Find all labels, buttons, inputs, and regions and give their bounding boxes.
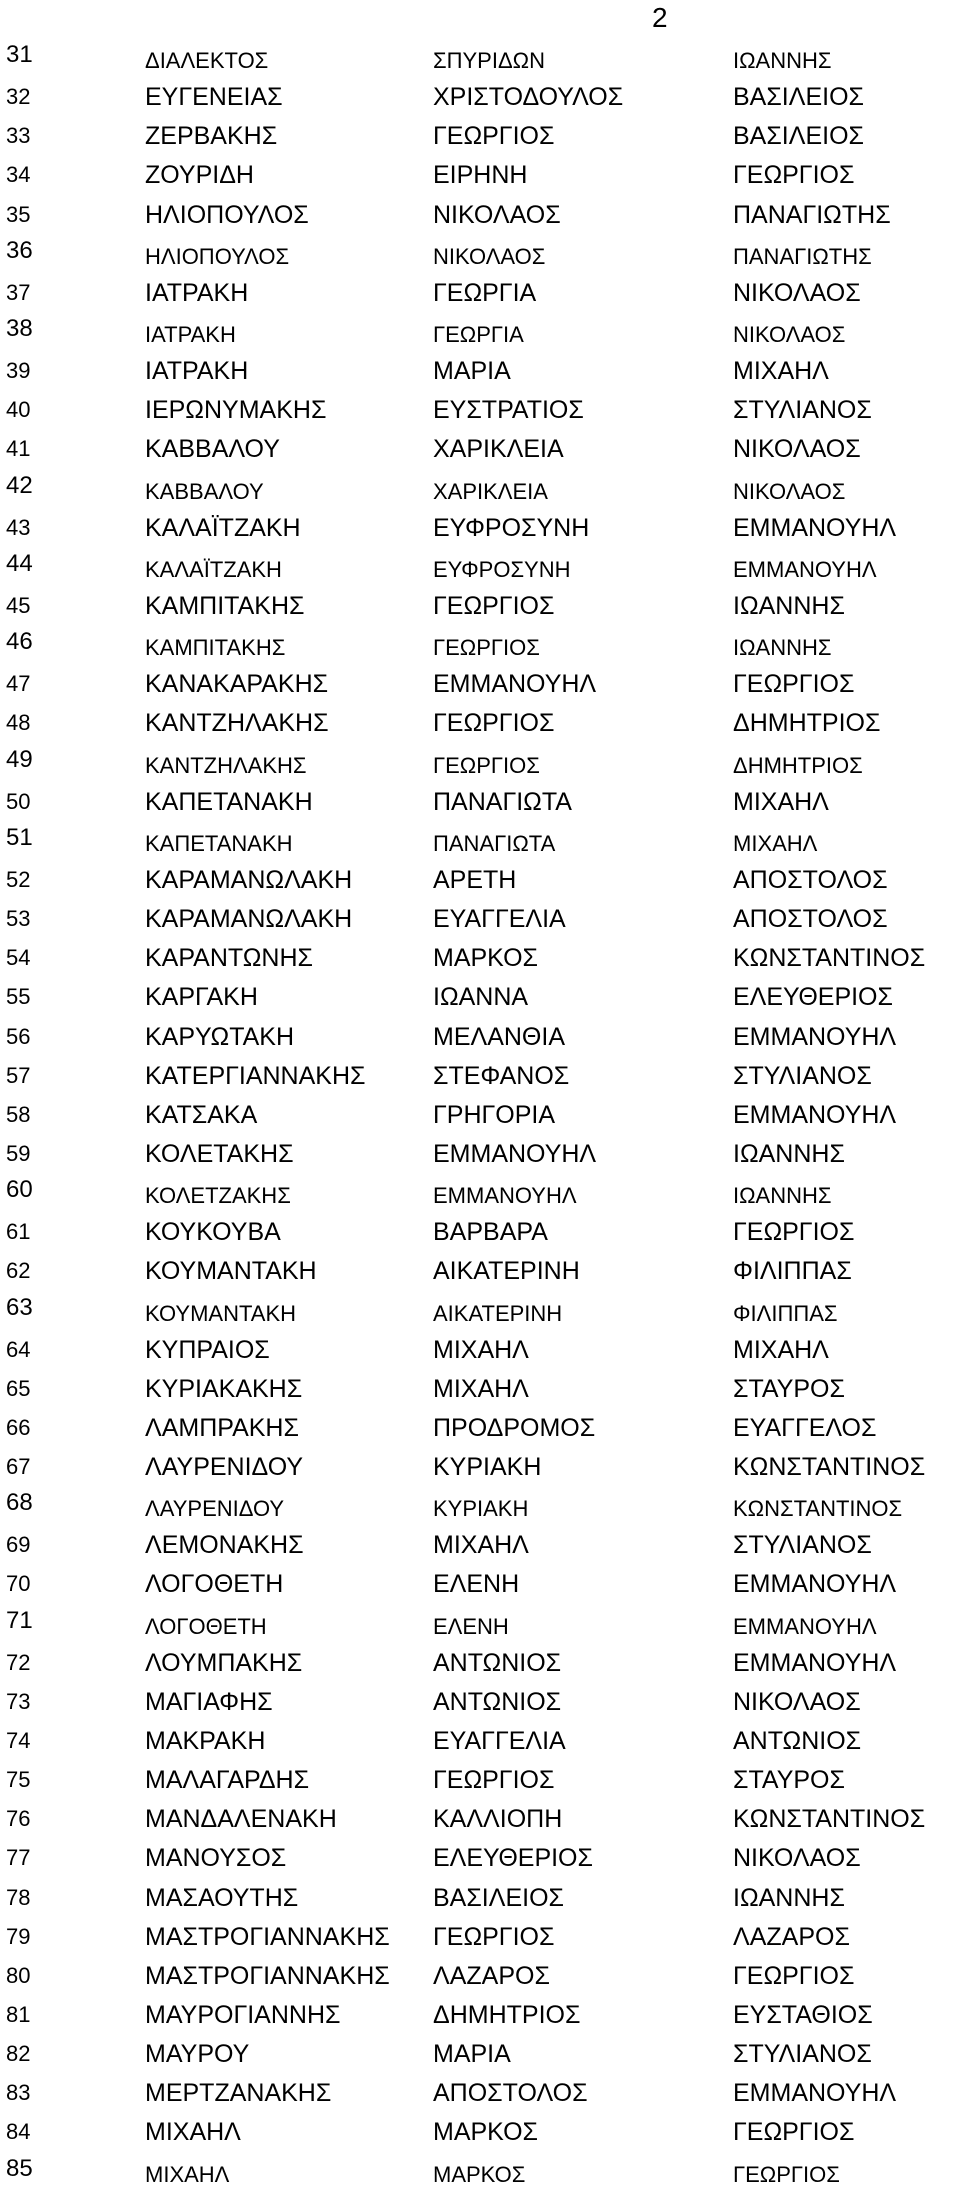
- surname-cell: ΚΑΡΑΜΑΝΩΛΑΚΗ: [145, 865, 353, 894]
- first-name-cell: ΓΕΩΡΓΙΑ: [433, 278, 537, 307]
- row-number: 65: [6, 1375, 31, 1401]
- surname-cell: ΚΑΡΓΑΚΗ: [145, 983, 258, 1012]
- surname-cell: ΛΟΥΜΠΑΚΗΣ: [145, 1648, 303, 1677]
- father-name-cell: ΝΙΚΟΛΑΟΣ: [733, 1844, 861, 1873]
- father-name-cell: ΑΝΤΩΝΙΟΣ: [733, 1727, 862, 1756]
- father-name-cell: ΝΙΚΟΛΑΟΣ: [733, 478, 846, 504]
- first-name-cell: ΕΜΜΑΝΟΥΗΛ: [433, 1183, 577, 1209]
- first-name-cell: ΓΕΩΡΓΙΟΣ: [433, 752, 540, 778]
- surname-cell: ΕΥΓΕΝΕΙΑΣ: [145, 83, 283, 112]
- father-name-cell: ΕΜΜΑΝΟΥΗΛ: [733, 513, 897, 542]
- list-item: [0, 821, 960, 860]
- list-item: [0, 977, 960, 1016]
- list-item: [0, 1604, 960, 1643]
- first-name-cell: ΓΕΩΡΓΙΟΣ: [433, 1766, 555, 1795]
- first-name-cell: ΕΥΦΡΟΣΥΝΗ: [433, 556, 571, 582]
- list-item: [0, 1095, 960, 1134]
- first-name-cell: ΠΑΝΑΓΙΩΤΑ: [433, 787, 572, 816]
- row-number: 47: [6, 671, 31, 697]
- list-item: [0, 1995, 960, 2034]
- father-name-cell: ΝΙΚΟΛΑΟΣ: [733, 321, 846, 347]
- list-item: [0, 390, 960, 429]
- row-number: 85: [6, 2154, 33, 2182]
- first-name-cell: ΕΛΕΝΗ: [433, 1570, 520, 1599]
- father-name-cell: ΚΩΝΣΤΑΝΤΙΝΟΣ: [733, 1805, 926, 1834]
- first-name-cell: ΚΥΡΙΑΚΗ: [433, 1453, 542, 1482]
- surname-cell: ΙΑΤΡΑΚΗ: [145, 278, 249, 307]
- surname-cell: ΛΑΜΠΡΑΚΗΣ: [145, 1413, 299, 1442]
- father-name-cell: ΝΙΚΟΛΑΟΣ: [733, 1687, 861, 1716]
- surname-cell: ΚΑΡΑΝΤΩΝΗΣ: [145, 944, 313, 973]
- father-name-cell: ΠΑΝΑΓΙΩΤΗΣ: [733, 200, 891, 229]
- row-number: 67: [6, 1454, 31, 1480]
- list-item: [0, 2034, 960, 2073]
- surname-cell: ΚΑΝΤΖΗΛΑΚΗΣ: [145, 709, 329, 738]
- row-number: 49: [6, 745, 33, 773]
- list-item: [0, 1291, 960, 1330]
- surname-cell: ΖΟΥΡΙΔΗ: [145, 161, 254, 190]
- row-number: 79: [6, 1923, 31, 1949]
- list-item: [0, 195, 960, 234]
- row-number: 54: [6, 945, 31, 971]
- row-number: 43: [6, 514, 31, 540]
- father-name-cell: ΣΤΥΛΙΑΝΟΣ: [733, 396, 872, 425]
- surname-cell: ΚΑΜΠΙΤΑΚΗΣ: [145, 591, 305, 620]
- father-name-cell: ΝΙΚΟΛΑΟΣ: [733, 278, 861, 307]
- list-item: [0, 1408, 960, 1447]
- father-name-cell: ΚΩΝΣΤΑΝΤΙΝΟΣ: [733, 1496, 903, 1522]
- list-item: [0, 1682, 960, 1721]
- first-name-cell: ΒΑΡΒΑΡΑ: [433, 1218, 548, 1247]
- list-item: [0, 77, 960, 116]
- row-number: 36: [6, 236, 33, 264]
- surname-cell: ΛΑΥΡΕΝΙΔΟΥ: [145, 1453, 304, 1482]
- row-number: 44: [6, 549, 33, 577]
- list-item: [0, 1838, 960, 1877]
- father-name-cell: ΓΕΩΡΓΙΟΣ: [733, 2118, 855, 2147]
- first-name-cell: ΔΗΜΗΤΡΙΟΣ: [433, 2001, 581, 2030]
- surname-cell: ΚΑΒΒΑΛΟΥ: [145, 478, 264, 504]
- row-number: 48: [6, 710, 31, 736]
- row-number: 39: [6, 358, 31, 384]
- surname-cell: ΜΑΝΔΑΛΕΝΑΚΗ: [145, 1805, 337, 1834]
- father-name-cell: ΙΩΑΝΝΗΣ: [733, 591, 845, 620]
- first-name-cell: ΜΑΡΚΟΣ: [433, 2118, 538, 2147]
- surname-cell: ΚΑΝΑΚΑΡΑΚΗΣ: [145, 670, 329, 699]
- surname-cell: ΜΑΥΡΟΥ: [145, 2040, 250, 2069]
- row-number: 75: [6, 1767, 31, 1793]
- row-number: 58: [6, 1101, 31, 1127]
- surname-cell: ΜΑΣΤΡΟΓΙΑΝΝΑΚΗΣ: [145, 1922, 390, 1951]
- surname-cell: ΜΑΚΡΑΚΗ: [145, 1727, 266, 1756]
- list-item: [0, 664, 960, 703]
- father-name-cell: ΒΑΣΙΛΕΙΟΣ: [733, 83, 864, 112]
- first-name-cell: ΜΑΡΚΟΣ: [433, 2161, 526, 2187]
- father-name-cell: ΜΙΧΑΗΛ: [733, 787, 829, 816]
- list-item: [0, 1134, 960, 1173]
- row-number: 84: [6, 2119, 31, 2145]
- row-number: 63: [6, 1293, 33, 1321]
- surname-cell: ΙΑΤΡΑΚΗ: [145, 357, 249, 386]
- surname-cell: ΚΟΥΜΑΝΤΑΚΗ: [145, 1300, 297, 1326]
- list-item: [0, 938, 960, 977]
- surname-cell: ΚΑΡΑΜΑΝΩΛΑΚΗ: [145, 905, 353, 934]
- list-item: [0, 1056, 960, 1095]
- father-name-cell: ΣΤΥΛΙΑΝΟΣ: [733, 1531, 872, 1560]
- surname-cell: ΚΑΛΑΪΤΖΑΚΗ: [145, 513, 301, 542]
- list-item: [0, 1564, 960, 1603]
- father-name-cell: ΚΩΝΣΤΑΝΤΙΝΟΣ: [733, 944, 926, 973]
- surname-cell: ΗΛΙΟΠΟΥΛΟΣ: [145, 243, 290, 269]
- row-number: 53: [6, 906, 31, 932]
- row-number: 59: [6, 1140, 31, 1166]
- list-item: [0, 2073, 960, 2112]
- surname-cell: ΜΑΛΑΓΑΡΔΗΣ: [145, 1766, 310, 1795]
- list-item: [0, 1447, 960, 1486]
- surname-cell: ΗΛΙΟΠΟΥΛΟΣ: [145, 200, 309, 229]
- row-number: 76: [6, 1806, 31, 1832]
- row-number: 32: [6, 84, 31, 110]
- first-name-cell: ΑΙΚΑΤΕΡΙΝΗ: [433, 1300, 563, 1326]
- row-number: 52: [6, 866, 31, 892]
- first-name-cell: ΚΥΡΙΑΚΗ: [433, 1496, 529, 1522]
- father-name-cell: ΕΜΜΑΝΟΥΗΛ: [733, 1570, 897, 1599]
- first-name-cell: ΙΩΑΝΝΑ: [433, 983, 529, 1012]
- list-item: [0, 1212, 960, 1251]
- first-name-cell: ΓΕΩΡΓΙΟΣ: [433, 1922, 555, 1951]
- father-name-cell: ΙΩΑΝΝΗΣ: [733, 1883, 845, 1912]
- list-item: [0, 2152, 960, 2191]
- list-item: [0, 743, 960, 782]
- father-name-cell: ΕΜΜΑΝΟΥΗΛ: [733, 2079, 897, 2108]
- row-number: 66: [6, 1414, 31, 1440]
- list-item: [0, 1017, 960, 1056]
- father-name-cell: ΦΙΛΙΠΠΑΣ: [733, 1300, 838, 1326]
- row-number: 34: [6, 162, 31, 188]
- row-number: 60: [6, 1176, 33, 1204]
- father-name-cell: ΛΑΖΑΡΟΣ: [733, 1922, 850, 1951]
- father-name-cell: ΓΕΩΡΓΙΟΣ: [733, 161, 855, 190]
- list-item: [0, 860, 960, 899]
- row-number: 69: [6, 1532, 31, 1558]
- list-item: [0, 1643, 960, 1682]
- list-item: [0, 899, 960, 938]
- father-name-cell: ΑΠΟΣΤΟΛΟΣ: [733, 905, 888, 934]
- father-name-cell: ΜΙΧΑΗΛ: [733, 830, 818, 856]
- surname-cell: ΛΟΓΟΘΕΤΗ: [145, 1613, 267, 1639]
- father-name-cell: ΚΩΝΣΤΑΝΤΙΝΟΣ: [733, 1453, 926, 1482]
- father-name-cell: ΔΗΜΗΤΡΙΟΣ: [733, 752, 863, 778]
- surname-cell: ΜΑΝΟΥΣΟΣ: [145, 1844, 287, 1873]
- list-item: [0, 155, 960, 194]
- first-name-cell: ΑΠΟΣΤΟΛΟΣ: [433, 2079, 588, 2108]
- surname-cell: ΚΑΤΕΡΓΙΑΝΝΑΚΗΣ: [145, 1061, 366, 1090]
- first-name-cell: ΚΑΛΛΙΟΠΗ: [433, 1805, 563, 1834]
- list-item: [0, 429, 960, 468]
- list-item: [0, 1330, 960, 1369]
- row-number: 71: [6, 1606, 33, 1634]
- father-name-cell: ΓΕΩΡΓΙΟΣ: [733, 1218, 855, 1247]
- row-number: 38: [6, 314, 33, 342]
- row-number: 80: [6, 1962, 31, 1988]
- first-name-cell: ΕΜΜΑΝΟΥΗΛ: [433, 670, 597, 699]
- row-number: 68: [6, 1489, 33, 1517]
- row-number: 37: [6, 279, 31, 305]
- father-name-cell: ΕΥΑΓΓΕΛΟΣ: [733, 1413, 877, 1442]
- first-name-cell: ΓΕΩΡΓΙΟΣ: [433, 635, 540, 661]
- list-item: [0, 1173, 960, 1212]
- first-name-cell: ΜΑΡΙΑ: [433, 2040, 511, 2069]
- row-number: 81: [6, 2002, 31, 2028]
- first-name-cell: ΕΛΕΥΘΕΡΙΟΣ: [433, 1844, 593, 1873]
- father-name-cell: ΣΤΥΛΙΑΝΟΣ: [733, 1061, 872, 1090]
- father-name-cell: ΝΙΚΟΛΑΟΣ: [733, 435, 861, 464]
- first-name-cell: ΜΙΧΑΗΛ: [433, 1374, 529, 1403]
- first-name-cell: ΣΠΥΡΙΔΩΝ: [433, 48, 545, 73]
- list-item: [0, 1721, 960, 1760]
- surname-cell: ΛΑΥΡΕΝΙΔΟΥ: [145, 1496, 285, 1522]
- father-name-cell: ΑΠΟΣΤΟΛΟΣ: [733, 865, 888, 894]
- list-item: [0, 2112, 960, 2151]
- first-name-cell: ΠΡΟΔΡΟΜΟΣ: [433, 1413, 596, 1442]
- row-number: 62: [6, 1258, 31, 1284]
- row-number: 78: [6, 1884, 31, 1910]
- surname-cell: ΜΕΡΤΖΑΝΑΚΗΣ: [145, 2079, 332, 2108]
- surname-cell: ΚΥΡΙΑΚΑΚΗΣ: [145, 1374, 303, 1403]
- surname-cell: ΛΟΓΟΘΕΤΗ: [145, 1570, 284, 1599]
- father-name-cell: ΕΜΜΑΝΟΥΗΛ: [733, 1613, 877, 1639]
- list-item: [0, 547, 960, 586]
- row-number: 50: [6, 788, 31, 814]
- surname-cell: ΜΑΥΡΟΓΙΑΝΝΗΣ: [145, 2001, 341, 2030]
- first-name-cell: ΓΕΩΡΓΙΑ: [433, 321, 524, 347]
- list-item: [0, 508, 960, 547]
- surname-cell: ΚΟΥΚΟΥΒΑ: [145, 1218, 281, 1247]
- first-name-cell: ΑΡΕΤΗ: [433, 865, 517, 894]
- row-number: 46: [6, 628, 33, 656]
- father-name-cell: ΙΩΑΝΝΗΣ: [733, 635, 832, 661]
- row-number: 64: [6, 1336, 31, 1362]
- father-name-cell: ΙΩΑΝΝΗΣ: [733, 1183, 832, 1209]
- row-number: 40: [6, 397, 31, 423]
- row-number: 41: [6, 436, 31, 462]
- first-name-cell: ΝΙΚΟΛΑΟΣ: [433, 243, 546, 269]
- row-number: 31: [6, 41, 33, 68]
- first-name-cell: ΕΥΑΓΓΕΛΙΑ: [433, 905, 566, 934]
- list-item: [0, 1956, 960, 1995]
- first-name-cell: ΧΑΡΙΚΛΕΙΑ: [433, 435, 564, 464]
- row-number: 77: [6, 1845, 31, 1871]
- row-number: 82: [6, 2041, 31, 2067]
- row-number: 56: [6, 1023, 31, 1049]
- row-number: 33: [6, 123, 31, 149]
- first-name-cell: ΠΑΝΑΓΙΩΤΑ: [433, 830, 556, 856]
- list-item: [0, 1369, 960, 1408]
- father-name-cell: ΕΜΜΑΝΟΥΗΛ: [733, 556, 877, 582]
- father-name-cell: ΕΜΜΑΝΟΥΗΛ: [733, 1022, 897, 1051]
- list-item: [0, 116, 960, 155]
- surname-cell: ΚΟΛΕΤΖΑΚΗΣ: [145, 1183, 291, 1209]
- father-name-cell: ΣΤΑΥΡΟΣ: [733, 1374, 845, 1403]
- name-list: [0, 38, 960, 2191]
- surname-cell: ΚΑΠΕΤΑΝΑΚΗ: [145, 787, 313, 816]
- row-number: 45: [6, 592, 31, 618]
- father-name-cell: ΜΙΧΑΗΛ: [733, 1335, 829, 1364]
- father-name-cell: ΔΗΜΗΤΡΙΟΣ: [733, 709, 881, 738]
- surname-cell: ΔΙΑΛΕΚΤΟΣ: [145, 48, 269, 73]
- list-item: [0, 1486, 960, 1525]
- surname-cell: ΖΕΡΒΑΚΗΣ: [145, 122, 278, 151]
- father-name-cell: ΓΕΩΡΓΙΟΣ: [733, 670, 855, 699]
- list-item: [0, 1760, 960, 1799]
- father-name-cell: ΜΙΧΑΗΛ: [733, 357, 829, 386]
- father-name-cell: ΦΙΛΙΠΠΑΣ: [733, 1257, 852, 1286]
- surname-cell: ΚΑΒΒΑΛΟΥ: [145, 435, 280, 464]
- first-name-cell: ΜΕΛΑΝΘΙΑ: [433, 1022, 565, 1051]
- surname-cell: ΚΥΠΡΑΙΟΣ: [145, 1335, 270, 1364]
- surname-cell: ΚΑΝΤΖΗΛΑΚΗΣ: [145, 752, 307, 778]
- first-name-cell: ΓΡΗΓΟΡΙΑ: [433, 1100, 556, 1129]
- father-name-cell: ΕΜΜΑΝΟΥΗΛ: [733, 1648, 897, 1677]
- row-number: 61: [6, 1219, 31, 1245]
- first-name-cell: ΧΑΡΙΚΛΕΙΑ: [433, 478, 548, 504]
- list-item: [0, 782, 960, 821]
- row-number: 51: [6, 823, 33, 851]
- father-name-cell: ΒΑΣΙΛΕΙΟΣ: [733, 122, 864, 151]
- list-item: [0, 1251, 960, 1290]
- first-name-cell: ΕΛΕΝΗ: [433, 1613, 509, 1639]
- first-name-cell: ΜΑΡΚΟΣ: [433, 944, 538, 973]
- surname-cell: ΚΑΛΑΪΤΖΑΚΗ: [145, 556, 282, 582]
- first-name-cell: ΜΙΧΑΗΛ: [433, 1531, 529, 1560]
- surname-cell: ΜΑΣΑΟΥΤΗΣ: [145, 1883, 299, 1912]
- row-number: 42: [6, 471, 33, 499]
- row-number: 70: [6, 1571, 31, 1597]
- list-item: [0, 703, 960, 742]
- surname-cell: ΚΑΠΕΤΑΝΑΚΗ: [145, 830, 293, 856]
- surname-cell: ΛΕΜΟΝΑΚΗΣ: [145, 1531, 304, 1560]
- list-item: [0, 273, 960, 312]
- first-name-cell: ΕΙΡΗΝΗ: [433, 161, 528, 190]
- list-item: [0, 1878, 960, 1917]
- list-item: [0, 625, 960, 664]
- list-item: [0, 1917, 960, 1956]
- first-name-cell: ΑΙΚΑΤΕΡΙΝΗ: [433, 1257, 580, 1286]
- father-name-cell: ΓΕΩΡΓΙΟΣ: [733, 1961, 855, 1990]
- row-number: 57: [6, 1062, 31, 1088]
- row-number: 72: [6, 1649, 31, 1675]
- first-name-cell: ΜΑΡΙΑ: [433, 357, 511, 386]
- first-name-cell: ΕΥΦΡΟΣΥΝΗ: [433, 513, 590, 542]
- surname-cell: ΜΙΧΑΗΛ: [145, 2118, 241, 2147]
- father-name-cell: ΙΩΑΝΝΗΣ: [733, 1139, 845, 1168]
- list-item: [0, 351, 960, 390]
- first-name-cell: ΛΑΖΑΡΟΣ: [433, 1961, 550, 1990]
- father-name-cell: ΣΤΑΥΡΟΣ: [733, 1766, 845, 1795]
- row-number: 74: [6, 1728, 31, 1754]
- list-item: [0, 312, 960, 351]
- father-name-cell: ΓΕΩΡΓΙΟΣ: [733, 2161, 840, 2187]
- first-name-cell: ΣΤΕΦΑΝΟΣ: [433, 1061, 570, 1090]
- father-name-cell: ΕΜΜΑΝΟΥΗΛ: [733, 1100, 897, 1129]
- first-name-cell: ΕΜΜΑΝΟΥΗΛ: [433, 1139, 597, 1168]
- surname-cell: ΜΑΓΙΑΦΗΣ: [145, 1687, 273, 1716]
- surname-cell: ΚΑΤΣΑΚΑ: [145, 1100, 258, 1129]
- surname-cell: ΚΟΛΕΤΑΚΗΣ: [145, 1139, 294, 1168]
- father-name-cell: ΠΑΝΑΓΙΩΤΗΣ: [733, 243, 872, 269]
- list-item: [0, 234, 960, 273]
- first-name-cell: ΓΕΩΡΓΙΟΣ: [433, 122, 555, 151]
- list-item: [0, 1525, 960, 1564]
- father-name-cell: ΕΥΣΤΑΘΙΟΣ: [733, 2001, 873, 2030]
- row-number: 73: [6, 1688, 31, 1714]
- first-name-cell: ΝΙΚΟΛΑΟΣ: [433, 200, 561, 229]
- first-name-cell: ΕΥΣΤΡΑΤΙΟΣ: [433, 396, 584, 425]
- surname-cell: ΚΑΜΠΙΤΑΚΗΣ: [145, 635, 286, 661]
- surname-cell: ΙΑΤΡΑΚΗ: [145, 321, 236, 347]
- surname-cell: ΚΑΡΥΩΤΑΚΗ: [145, 1022, 295, 1051]
- list-item: [0, 38, 960, 77]
- row-number: 83: [6, 2080, 31, 2106]
- first-name-cell: ΧΡΙΣΤΟΔΟΥΛΟΣ: [433, 83, 624, 112]
- row-number: 35: [6, 201, 31, 227]
- father-name-cell: ΣΤΥΛΙΑΝΟΣ: [733, 2040, 872, 2069]
- row-number: 55: [6, 984, 31, 1010]
- first-name-cell: ΜΙΧΑΗΛ: [433, 1335, 529, 1364]
- first-name-cell: ΑΝΤΩΝΙΟΣ: [433, 1687, 562, 1716]
- surname-cell: ΚΟΥΜΑΝΤΑΚΗ: [145, 1257, 317, 1286]
- father-name-cell: ΙΩΑΝΝΗΣ: [733, 48, 832, 73]
- first-name-cell: ΕΥΑΓΓΕΛΙΑ: [433, 1727, 566, 1756]
- surname-cell: ΜΙΧΑΗΛ: [145, 2161, 230, 2187]
- surname-cell: ΜΑΣΤΡΟΓΙΑΝΝΑΚΗΣ: [145, 1961, 390, 1990]
- first-name-cell: ΒΑΣΙΛΕΙΟΣ: [433, 1883, 564, 1912]
- surname-cell: ΙΕΡΩΝΥΜΑΚΗΣ: [145, 396, 327, 425]
- page-number: 2: [652, 2, 668, 33]
- list-item: [0, 469, 960, 508]
- father-name-cell: ΕΛΕΥΘΕΡΙΟΣ: [733, 983, 893, 1012]
- list-item: [0, 1799, 960, 1838]
- first-name-cell: ΓΕΩΡΓΙΟΣ: [433, 591, 555, 620]
- first-name-cell: ΓΕΩΡΓΙΟΣ: [433, 709, 555, 738]
- first-name-cell: ΑΝΤΩΝΙΟΣ: [433, 1648, 562, 1677]
- list-item: [0, 586, 960, 625]
